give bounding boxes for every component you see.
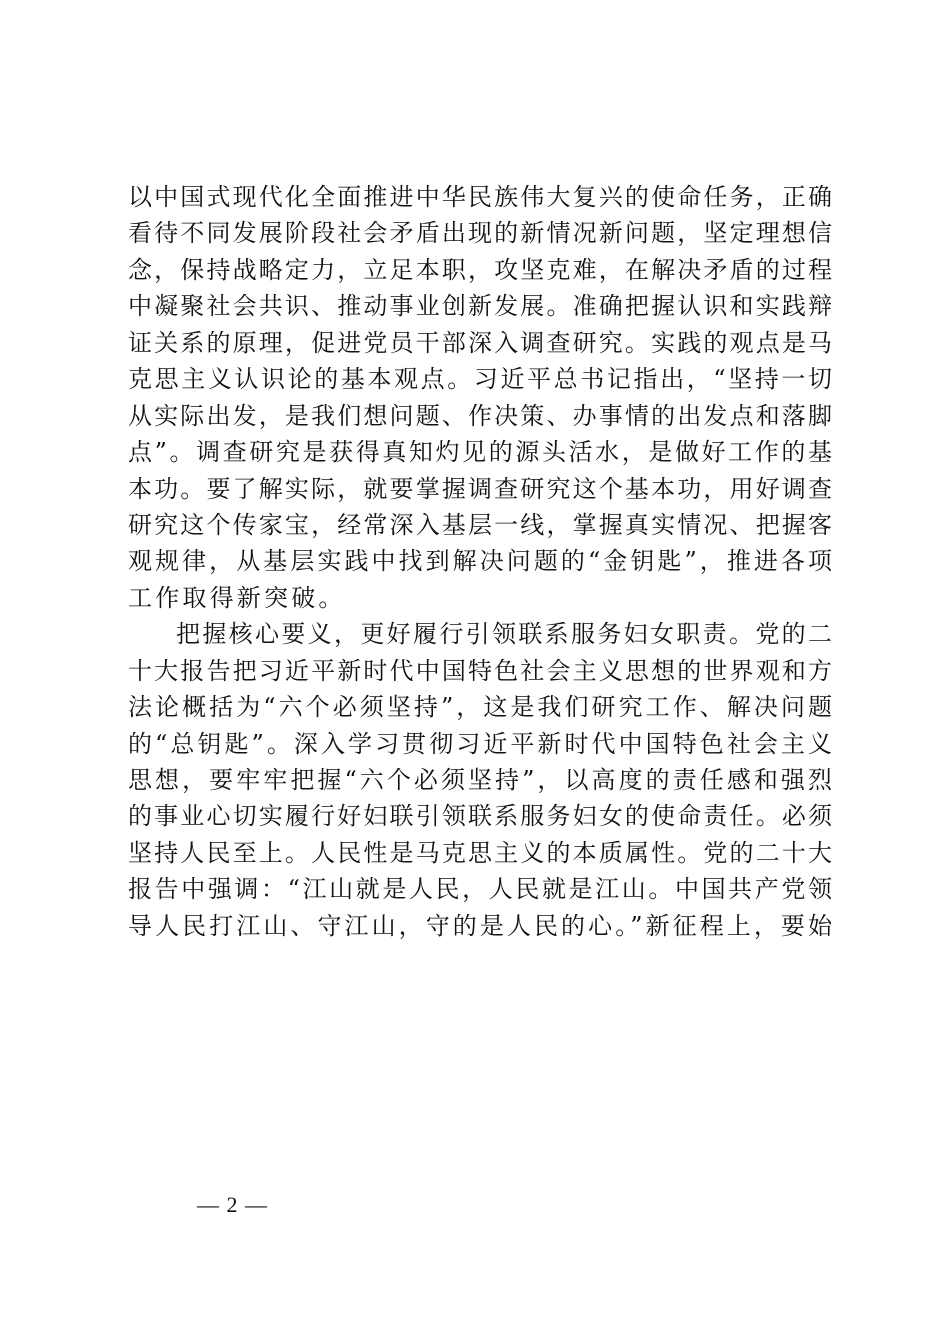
text-line: 本功。要了解实际，就要掌握调查研究这个基本功，用好调查 [128, 474, 832, 503]
text-line: 导人民打江山、守江山，守的是人民的心。”新征程上，要始 [128, 911, 832, 940]
text-line: 看待不同发展阶段社会矛盾出现的新情况新问题，坚定理想信 [128, 219, 832, 248]
text-line: 念，保持战略定力，立足本职，攻坚克难，在解决矛盾的过程 [128, 255, 832, 284]
text-line: 证关系的原理，促进党员干部深入调查研究。实践的观点是马 [128, 328, 832, 357]
text-line: 研究这个传家宝，经常深入基层一线，掌握真实情况、把握客 [128, 510, 832, 539]
text-line: 报告中强调：“江山就是人民，人民就是江山。中国共产党领 [128, 875, 832, 904]
text-line: 中凝聚社会共识、推动事业创新发展。准确把握认识和实践辩 [128, 292, 832, 321]
page-number: — 2 — [197, 1192, 268, 1217]
text-line: 的事业心切实履行好妇联引领联系服务妇女的使命责任。必须 [128, 802, 832, 831]
text-line: 工作取得新突破。 [128, 583, 346, 612]
text-line: 思想，要牢牢把握“六个必须坚持”，以高度的责任感和强烈 [128, 766, 832, 794]
document-body [128, 179, 832, 944]
text-line: 法论概括为“六个必须坚持”，这是我们研究工作、解决问题 [128, 693, 832, 722]
text-line: 坚持人民至上。人民性是马克思主义的本质属性。党的二十大 [128, 838, 832, 867]
text-line: 观规律，从基层实践中找到解决问题的“金钥匙”，推进各项 [128, 547, 832, 576]
paragraph-2 [128, 616, 832, 944]
text-line: 点”。调查研究是获得真知灼见的源头活水，是做好工作的基 [128, 438, 832, 467]
text-line: 从实际出发，是我们想问题、作决策、办事情的出发点和落脚 [128, 401, 832, 430]
text-line: 把握核心要义，更好履行引领联系服务妇女职责。党的二 [176, 620, 832, 649]
text-line: 十大报告把习近平新时代中国特色社会主义思想的世界观和方 [128, 656, 832, 685]
text-line: 以中国式现代化全面推进中华民族伟大复兴的使命任务，正确 [128, 183, 832, 211]
text-line: 克思主义认识论的基本观点。习近平总书记指出，“坚持一切 [128, 365, 832, 394]
text-line: 的“总钥匙”。深入学习贯彻习近平新时代中国特色社会主义 [128, 729, 832, 758]
paragraph-1 [128, 179, 832, 616]
